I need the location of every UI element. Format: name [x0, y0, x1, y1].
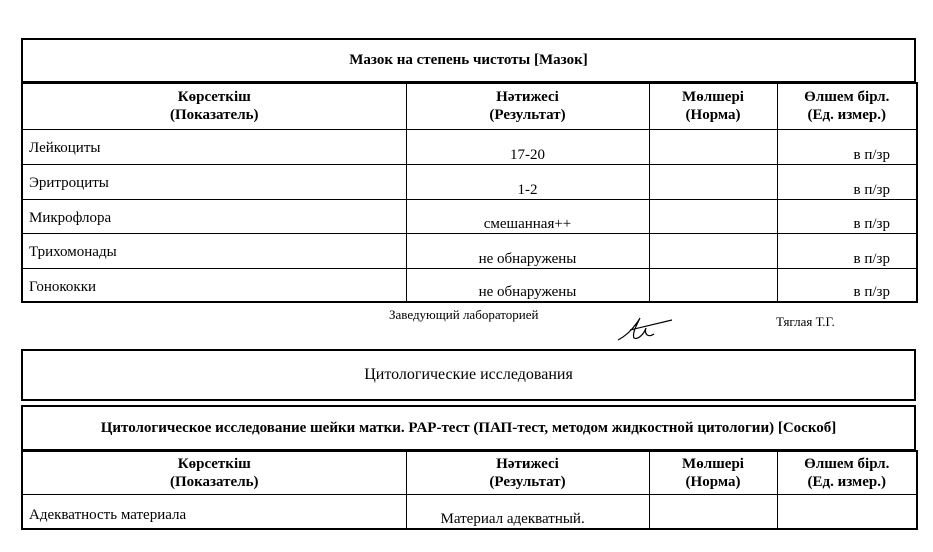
- section2-title-box: [21, 405, 916, 451]
- row-norm: [649, 199, 777, 233]
- row-result: смешанная++: [406, 199, 649, 233]
- row-name: Микрофлора: [22, 199, 406, 233]
- pap-header-row: [22, 451, 917, 494]
- table-row: [22, 129, 917, 164]
- row-name: Эритроциты: [22, 164, 406, 199]
- cytology-heading: Цитологические исследования: [364, 366, 573, 383]
- row-unit: [777, 494, 917, 529]
- header-indicator: Көрсеткіш (Показатель): [22, 451, 406, 494]
- header-result: Нәтижесі (Результат): [406, 451, 649, 494]
- row-norm: [649, 164, 777, 199]
- header-norm: Мөлшері (Норма): [649, 83, 777, 129]
- header-unit: Өлшем бірл. (Ед. измер.): [777, 451, 917, 494]
- row-result: 1-2: [406, 164, 649, 199]
- row-norm: [649, 494, 777, 529]
- header-result: Нәтижесі (Результат): [406, 83, 649, 129]
- row-unit: в п/зр: [777, 199, 917, 233]
- table-row: [22, 268, 917, 302]
- row-unit: в п/зр: [777, 164, 917, 199]
- row-norm: [649, 233, 777, 268]
- header-unit: Өлшем бірл. (Ед. измер.): [777, 83, 917, 129]
- table-row: [22, 164, 917, 199]
- row-result: Материал адекватный.: [406, 494, 649, 529]
- row-name: Лейкоциты: [22, 129, 406, 164]
- table-row: [22, 233, 917, 268]
- pap-table: [21, 450, 918, 530]
- table-row: [22, 199, 917, 233]
- header-norm: Мөлшері (Норма): [649, 451, 777, 494]
- row-name: Гонококки: [22, 268, 406, 302]
- smear-table: [21, 82, 918, 303]
- signature-mark: [612, 310, 678, 344]
- smear-header-row: [22, 83, 917, 129]
- section1-title-box: [21, 38, 916, 83]
- row-unit: в п/зр: [777, 268, 917, 302]
- signature-role: Заведующий лабораторией: [389, 307, 539, 322]
- row-unit: в п/зр: [777, 129, 917, 164]
- section2-title: Цитологическое исследование шейки матки. PAP-тест (ПАП-тест, методом жидкостной цитологии) [Соскоб]: [100, 419, 837, 436]
- row-name: Трихомонады: [22, 233, 406, 268]
- row-norm: [649, 268, 777, 302]
- table-row: [22, 494, 917, 529]
- header-indicator: Көрсеткіш (Показатель): [22, 83, 406, 129]
- row-result: 17-20: [406, 129, 649, 164]
- cytology-heading-box: [21, 349, 916, 401]
- section1-title: Мазок на степень чистоты [Мазок]: [349, 52, 588, 68]
- row-unit: в п/зр: [777, 233, 917, 268]
- row-result: не обнаружены: [406, 233, 649, 268]
- row-name: Адекватность материала: [22, 494, 406, 529]
- row-norm: [649, 129, 777, 164]
- row-result: не обнаружены: [406, 268, 649, 302]
- signature-name: Тяглая Т.Г.: [776, 314, 835, 329]
